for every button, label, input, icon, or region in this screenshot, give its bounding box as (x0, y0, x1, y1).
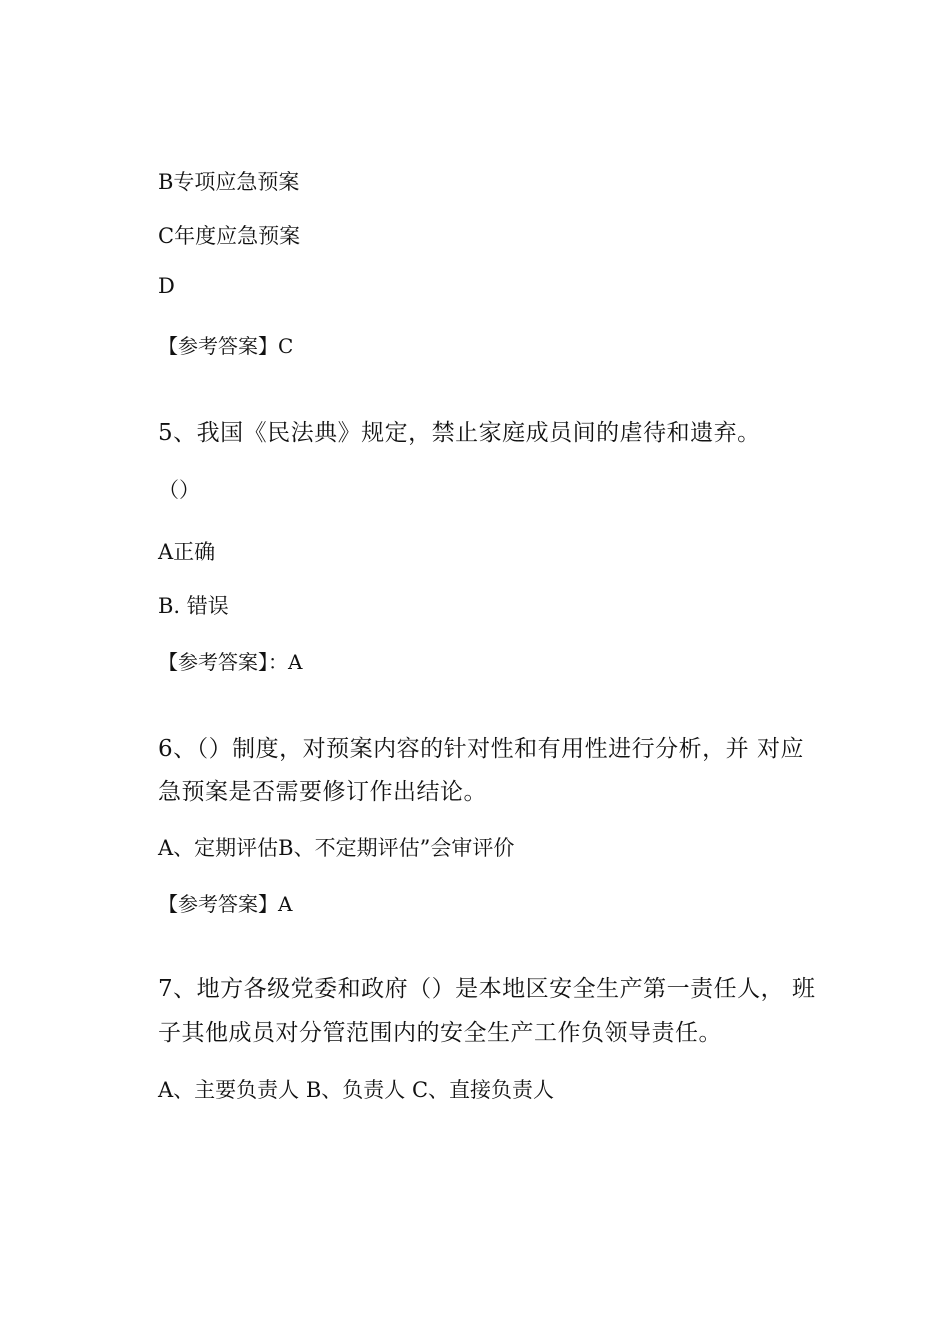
q4-option-d: D (158, 274, 175, 298)
q7-text-line2: 子其他成员对分管范围内的安全生产工作负领导责任。 (158, 1020, 722, 1046)
q6-options: A、定期评估B、不定期评估”会审评价 (158, 836, 515, 860)
q6-text-line2: 急预案是否需要修订作出结论。 (158, 779, 487, 805)
q4-answer: 【参考答案】C (158, 334, 294, 358)
q4-option-b: B专项应急预案 (158, 170, 300, 194)
q5-text: 5、我国《民法典》规定，禁止家庭成员间的虐待和遗弃。 (158, 420, 761, 446)
q5-blank: （） (158, 478, 200, 502)
q5-option-b: B. 错误 (158, 594, 229, 618)
q7-text-line1: 7、地方各级党委和政府（）是本地区安全生产第一责任人， 班 (158, 976, 816, 1002)
q6-answer: 【参考答案】A (158, 892, 293, 916)
q6-text-line1: 6、（）制度，对预案内容的针对性和有用性进行分析，并 对应 (158, 736, 804, 762)
q5-option-a: A正确 (158, 540, 216, 564)
q5-answer: 【参考答案】：A (158, 650, 303, 674)
q4-option-c: C年度应急预案 (158, 224, 301, 248)
q7-options: A、主要负责人 B、负责人 C、直接负责人 (158, 1078, 555, 1102)
